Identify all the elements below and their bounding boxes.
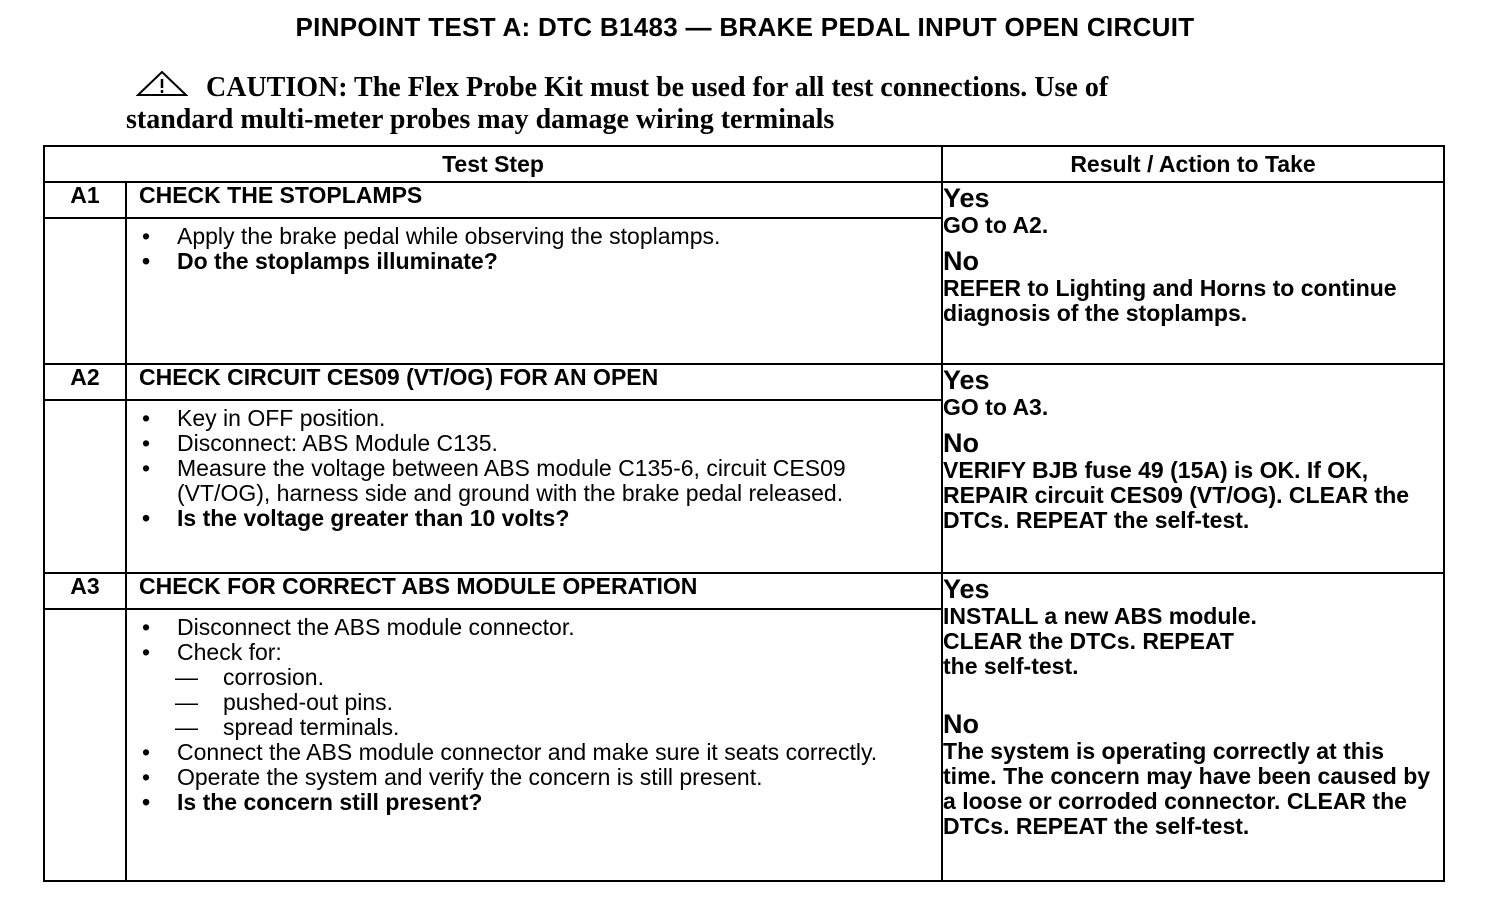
caution-line-1: CAUTION: The Flex Probe Kit must be used for all test connections. Use of (206, 72, 1109, 103)
no-label: No (943, 428, 980, 459)
list-item: • Is the concern still present? (141, 788, 483, 815)
yes-label: Yes (943, 183, 990, 214)
step-header-row-a1 (44, 182, 1444, 218)
step-title: CHECK CIRCUIT CES09 (VT/OG) FOR AN OPEN (126, 364, 942, 400)
list-item: • Do the stoplamps illuminate? (141, 248, 498, 275)
list-item: • Check for: (141, 638, 282, 665)
list-item: • Connect the ABS module connector and make sure it seats correctly. (141, 738, 878, 765)
yes-label: Yes (943, 573, 990, 604)
step-id: A1 (44, 182, 126, 218)
step-instructions (126, 400, 942, 572)
no-action: The system is operating correctly at this time. The concern may have been caused by a loose or corroded connector. CLEAR the DTCs. REPEAT the self-test. (943, 737, 1431, 839)
header-result-action: Result / Action to Take (942, 146, 1444, 182)
caution-line-2: standard multi-meter probes may damage wiring terminals (126, 104, 835, 135)
list-item: — pushed-out pins. (175, 688, 394, 715)
step-title: CHECK THE STOPLAMPS (126, 182, 942, 218)
step-instructions (126, 609, 942, 881)
list-item: — corrosion. (175, 663, 324, 690)
result-cell-a3 (942, 573, 1444, 881)
step-header-row-a2 (44, 364, 1444, 400)
header-test-step: Test Step (44, 146, 942, 182)
page-title: PINPOINT TEST A: DTC B1483 — BRAKE PEDAL INPUT OPEN CIRCUIT (295, 12, 1195, 42)
list-item: • Operate the system and verify the concern is still present. (141, 763, 763, 790)
list-item: — spread terminals. (175, 713, 400, 740)
step-id: A2 (44, 364, 126, 400)
caution-note (126, 72, 1266, 136)
list-item: • Key in OFF position. (141, 405, 386, 432)
list-item: • Disconnect the ABS module connector. (141, 613, 575, 640)
yes-action-line-2: CLEAR the DTCs. REPEAT (943, 627, 1234, 654)
result-cell-a1 (942, 182, 1444, 364)
step-id: A3 (44, 573, 126, 609)
step-id-blank (44, 609, 126, 881)
warning-triangle-icon (136, 70, 188, 98)
yes-label: Yes (943, 365, 990, 396)
yes-action: GO to A3. (943, 394, 1049, 421)
no-label: No (943, 246, 980, 277)
list-item: • Is the voltage greater than 10 volts? (141, 505, 570, 532)
step-id-blank (44, 400, 126, 572)
yes-action-line-1: INSTALL a new ABS module. (943, 602, 1257, 629)
pinpoint-test-table (43, 145, 1445, 882)
result-cell-a2 (942, 364, 1444, 572)
step-header-row-a3 (44, 573, 1444, 609)
list-item: • Disconnect: ABS Module C135. (141, 430, 498, 457)
step-title: CHECK FOR CORRECT ABS MODULE OPERATION (126, 573, 942, 609)
table-header-row (44, 146, 1444, 182)
no-action: VERIFY BJB fuse 49 (15A) is OK. If OK, REPAIR circuit CES09 (VT/OG). CLEAR the DTCs. REPEAT the self-test. (943, 457, 1410, 534)
no-action: REFER to Lighting and Horns to continue diagnosis of the stoplamps. (943, 275, 1397, 327)
yes-action: GO to A2. (943, 212, 1049, 239)
step-instructions (126, 218, 942, 364)
no-label: No (943, 708, 980, 739)
list-item: • Measure the voltage between ABS module C135-6, circuit CES09 (VT/OG), harness side and ground with the brake pedal released. (141, 455, 846, 507)
yes-action-line-3: the self-test. (943, 652, 1079, 679)
step-id-blank (44, 218, 126, 364)
list-item: • Apply the brake pedal while observing the stoplamps. (141, 223, 721, 250)
